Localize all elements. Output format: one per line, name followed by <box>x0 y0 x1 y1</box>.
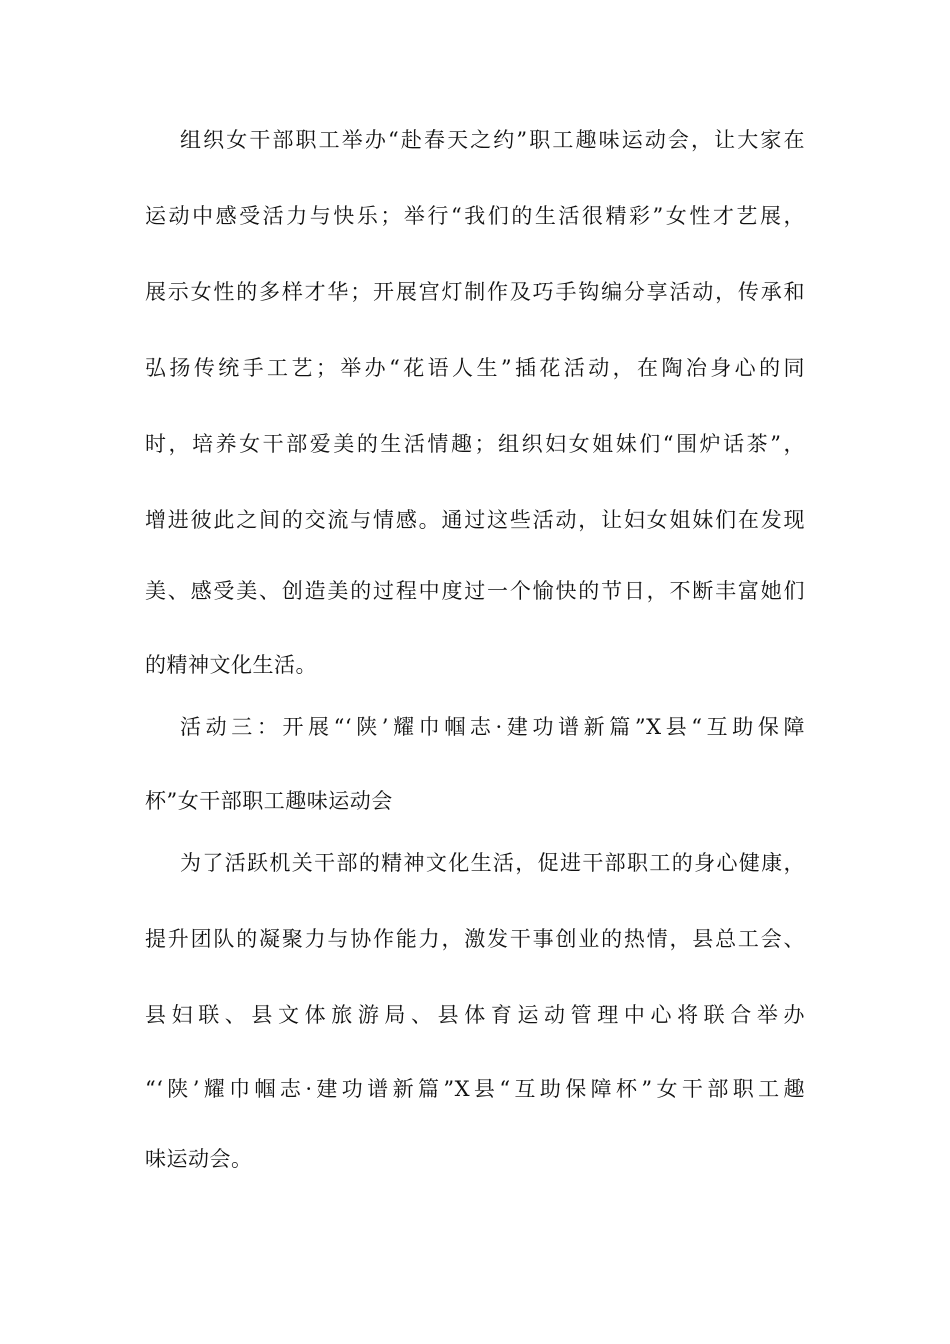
text-line: 时，培养女干部爱美的生活情趣；组织妇女姐妹们“围炉话茶”， <box>145 432 805 456</box>
text-line: 美、感受美、创造美的过程中度过一个愉快的节日，不断丰富她们 <box>145 579 805 603</box>
text-line: 县妇联、县文体旅游局、县体育运动管理中心将联合举办 <box>145 1003 805 1027</box>
text-line: 弘扬传统手工艺；举办“花语人生”插花活动，在陶冶身心的同 <box>145 356 805 380</box>
heading-line: 活动三：开展“‘陕’耀巾帼志·建功谱新篇”X县“互助保障 <box>180 715 805 739</box>
heading-line: 杯”女干部职工趣味运动会 <box>145 789 393 813</box>
text-line: 增进彼此之间的交流与情感。通过这些活动，让妇女姐妹们在发现 <box>145 508 805 532</box>
text-line: 提升团队的凝聚力与协作能力，激发干事创业的热情，县总工会、 <box>145 927 805 951</box>
text-line: 味运动会。 <box>145 1147 253 1171</box>
text-line: “‘陕’耀巾帼志·建功谱新篇”X县“互助保障杯”女干部职工趣 <box>145 1077 805 1101</box>
text-line: 展示女性的多样才华；开展宫灯制作及巧手钩编分享活动，传承和 <box>145 280 805 304</box>
text-line: 运动中感受活力与快乐；举行“我们的生活很精彩”女性才艺展， <box>145 204 805 228</box>
text-line: 为了活跃机关干部的精神文化生活，促进干部职工的身心健康， <box>180 851 805 875</box>
text-line: 组织女干部职工举办“赴春天之约”职工趣味运动会，让大家在 <box>180 128 805 152</box>
text-line: 的精神文化生活。 <box>145 653 317 677</box>
